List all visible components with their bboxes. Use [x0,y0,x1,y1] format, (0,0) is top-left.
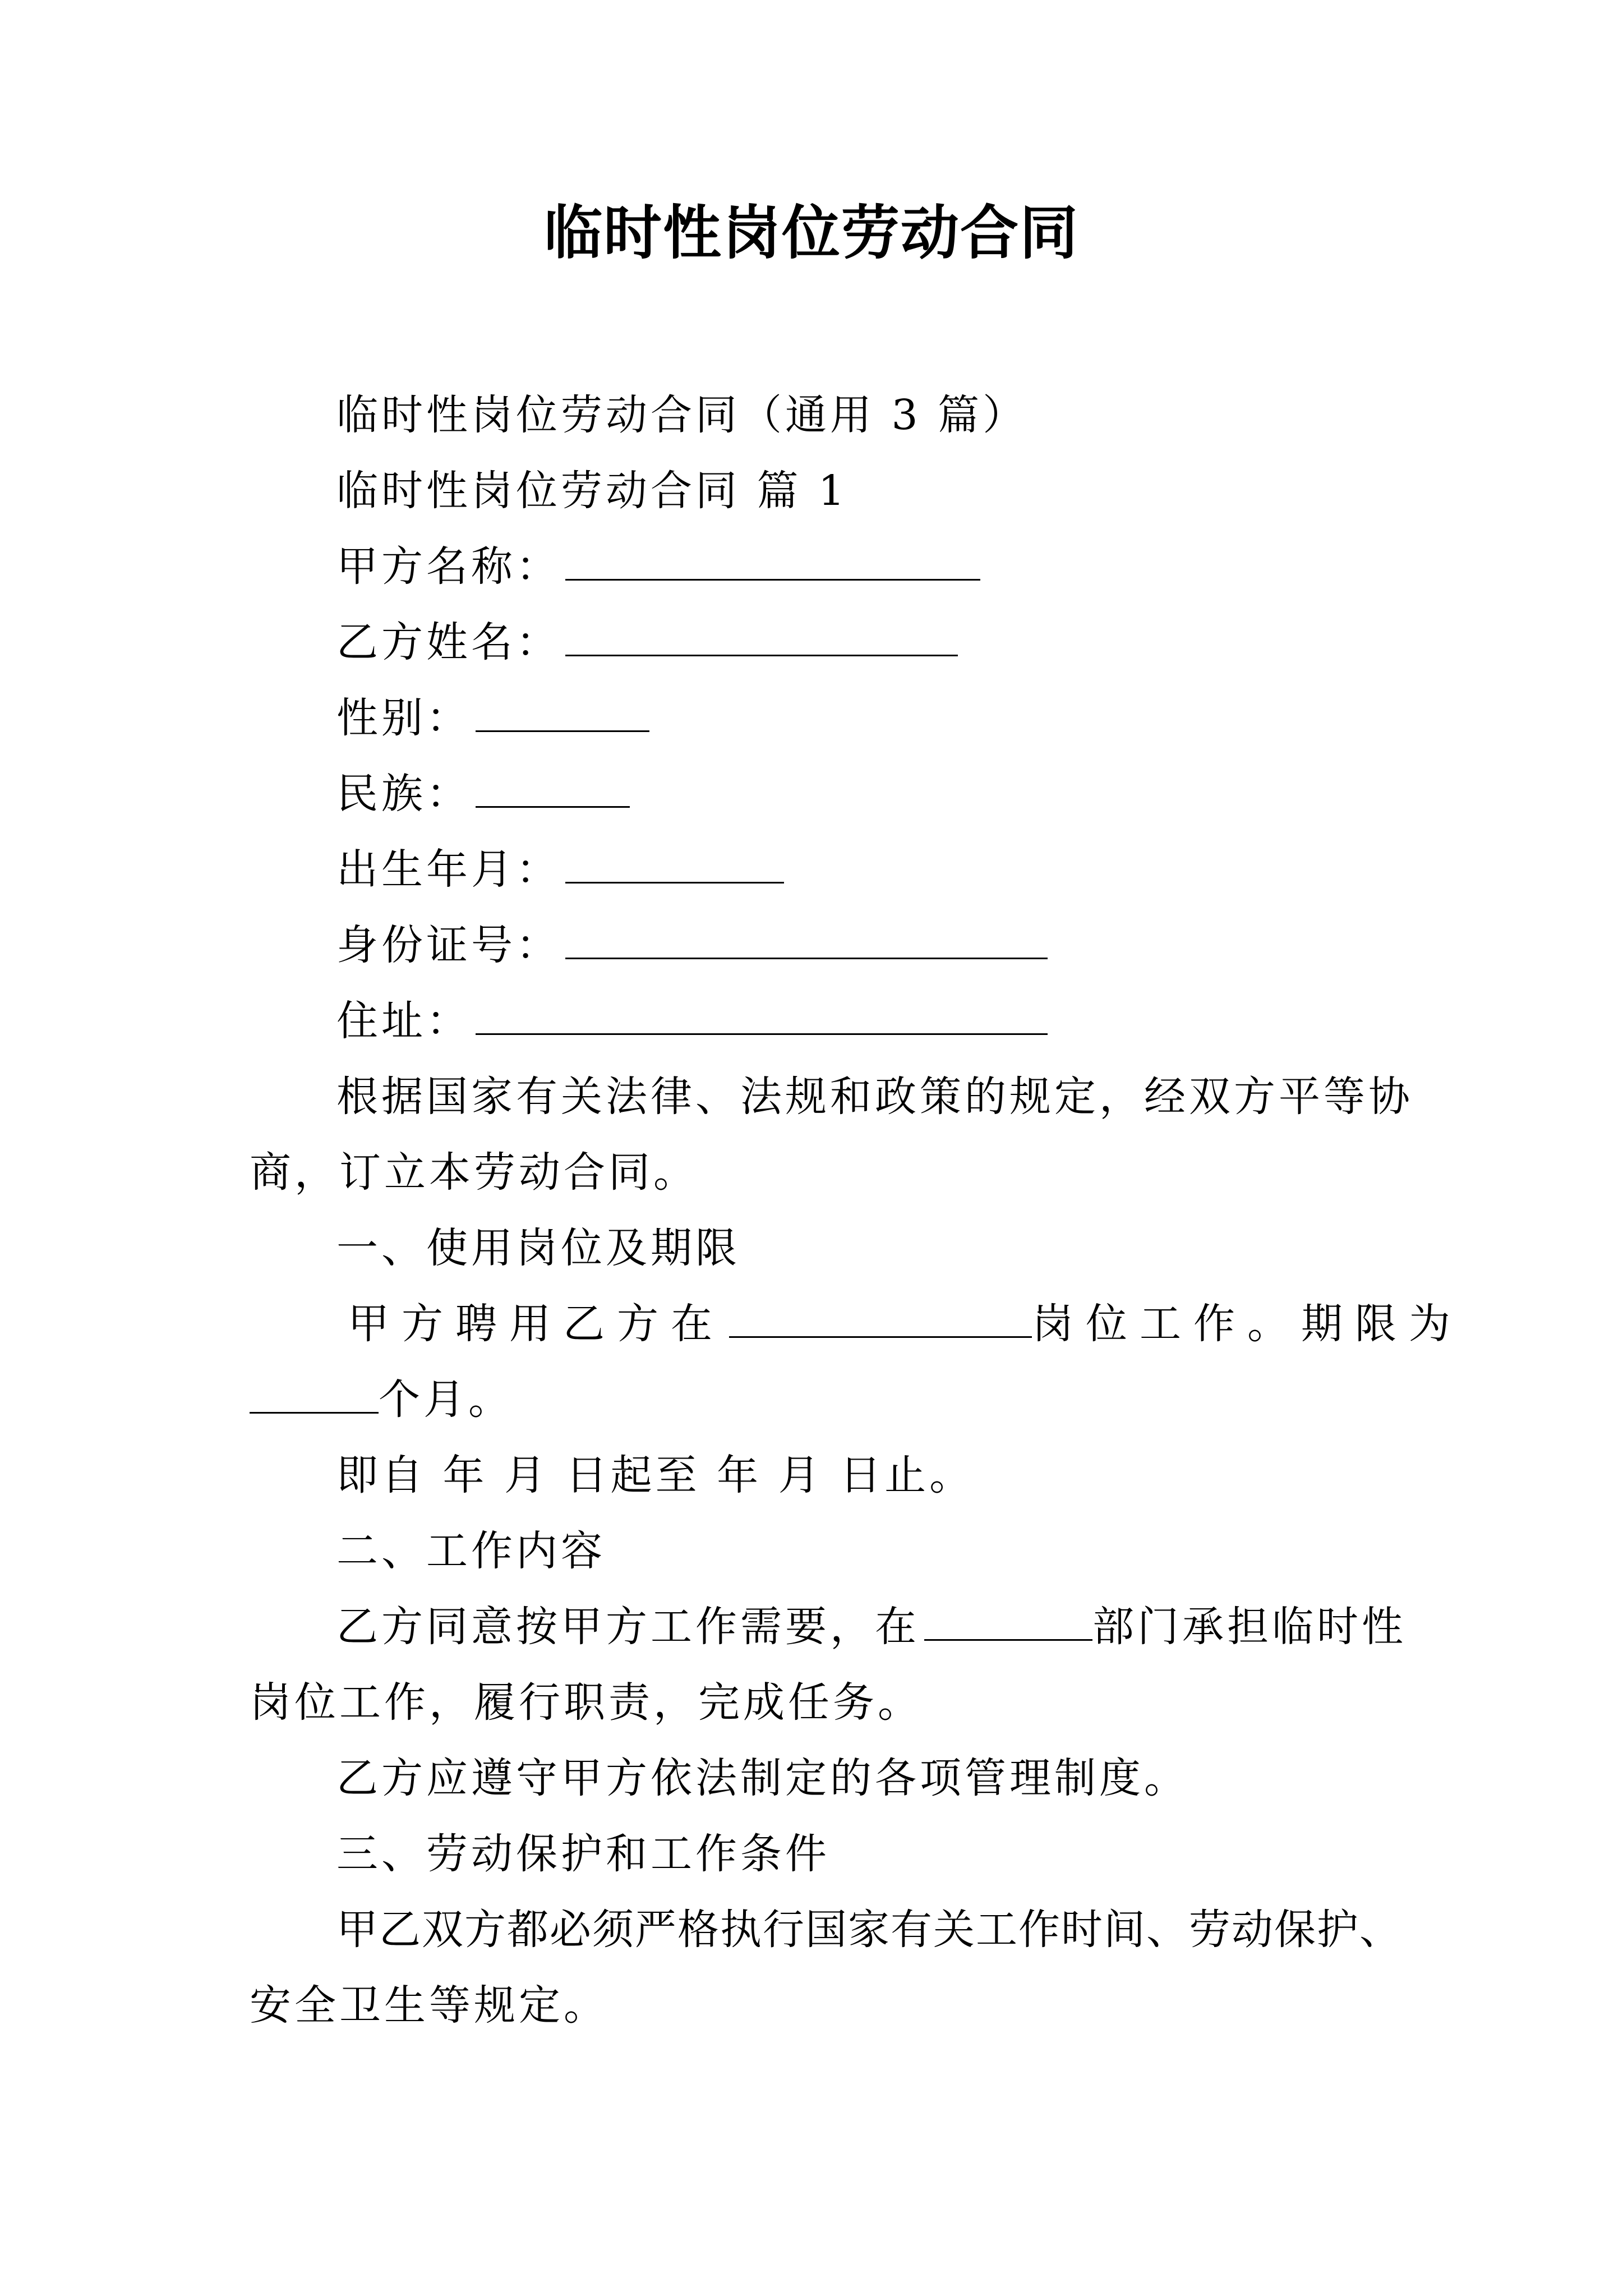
section-3-heading: 三、劳动保护和工作条件 [336,1830,830,1878]
section-2-heading: 二、工作内容 [336,1527,606,1575]
address-label: 住址： [336,997,471,1045]
birth-label: 出生年月： [336,845,561,894]
party-a-row [336,539,980,595]
party-b-label: 乙方姓名： [336,618,561,666]
department-blank [924,1600,1092,1641]
section-2-line-1 [336,1599,1407,1655]
section-1-text-b: 岗位工作。期限为 [1032,1300,1463,1348]
address-blank [476,994,1048,1035]
section-1-line-2 [250,1372,513,1428]
party-b-blank [565,615,958,656]
section-1-line-3: 即自 年 月 日起至 年 月 日止。 [336,1451,975,1499]
ethnicity-blank [476,767,630,808]
term-months-blank [250,1373,379,1414]
document-title: 临时性岗位劳动合同 [543,199,1079,267]
birth-row [336,841,784,898]
birth-blank [565,843,784,884]
party-b-row [336,614,958,670]
id-label: 身份证号： [336,921,561,969]
section-3-line-2: 安全卫生等规定。 [250,1981,608,2030]
ethnicity-row [336,766,630,822]
section-3-line-1: 甲乙双方都必须严格执行国家有关工作时间、劳动保护、 [336,1906,1402,1954]
subtitle: 临时性岗位劳动合同（通用 3 篇） [336,391,1028,439]
party-a-label: 甲方名称： [336,542,561,591]
address-row [336,993,1048,1049]
id-row [336,917,1048,973]
section-1-heading: 一、使用岗位及期限 [336,1224,740,1272]
gender-label: 性别： [336,694,471,742]
section-2-line-3: 乙方应遵守甲方依法制定的各项管理制度。 [336,1754,1189,1802]
position-blank [729,1297,1032,1338]
part-heading: 临时性岗位劳动合同 篇 1 [336,467,849,515]
intro-line-2: 商，订立本劳动合同。 [250,1148,698,1197]
section-1-text-a: 甲方聘用乙方在 [348,1300,725,1348]
section-2-text-b: 部门承担临时性 [1092,1603,1407,1651]
gender-row [336,690,649,746]
section-2-text-a: 乙方同意按甲方工作需要，在 [336,1603,920,1651]
ethnicity-label: 民族： [336,770,471,818]
gender-blank [476,691,649,732]
intro-line-1: 根据国家有关法律、法规和政策的规定，经双方平等协 [336,1073,1413,1121]
section-1-text-months: 个月。 [379,1375,513,1424]
section-1-line-1 [348,1296,1463,1352]
id-blank [565,918,1048,959]
party-a-blank [565,540,980,581]
section-2-line-2: 岗位工作，履行职责，完成任务。 [250,1678,923,1727]
